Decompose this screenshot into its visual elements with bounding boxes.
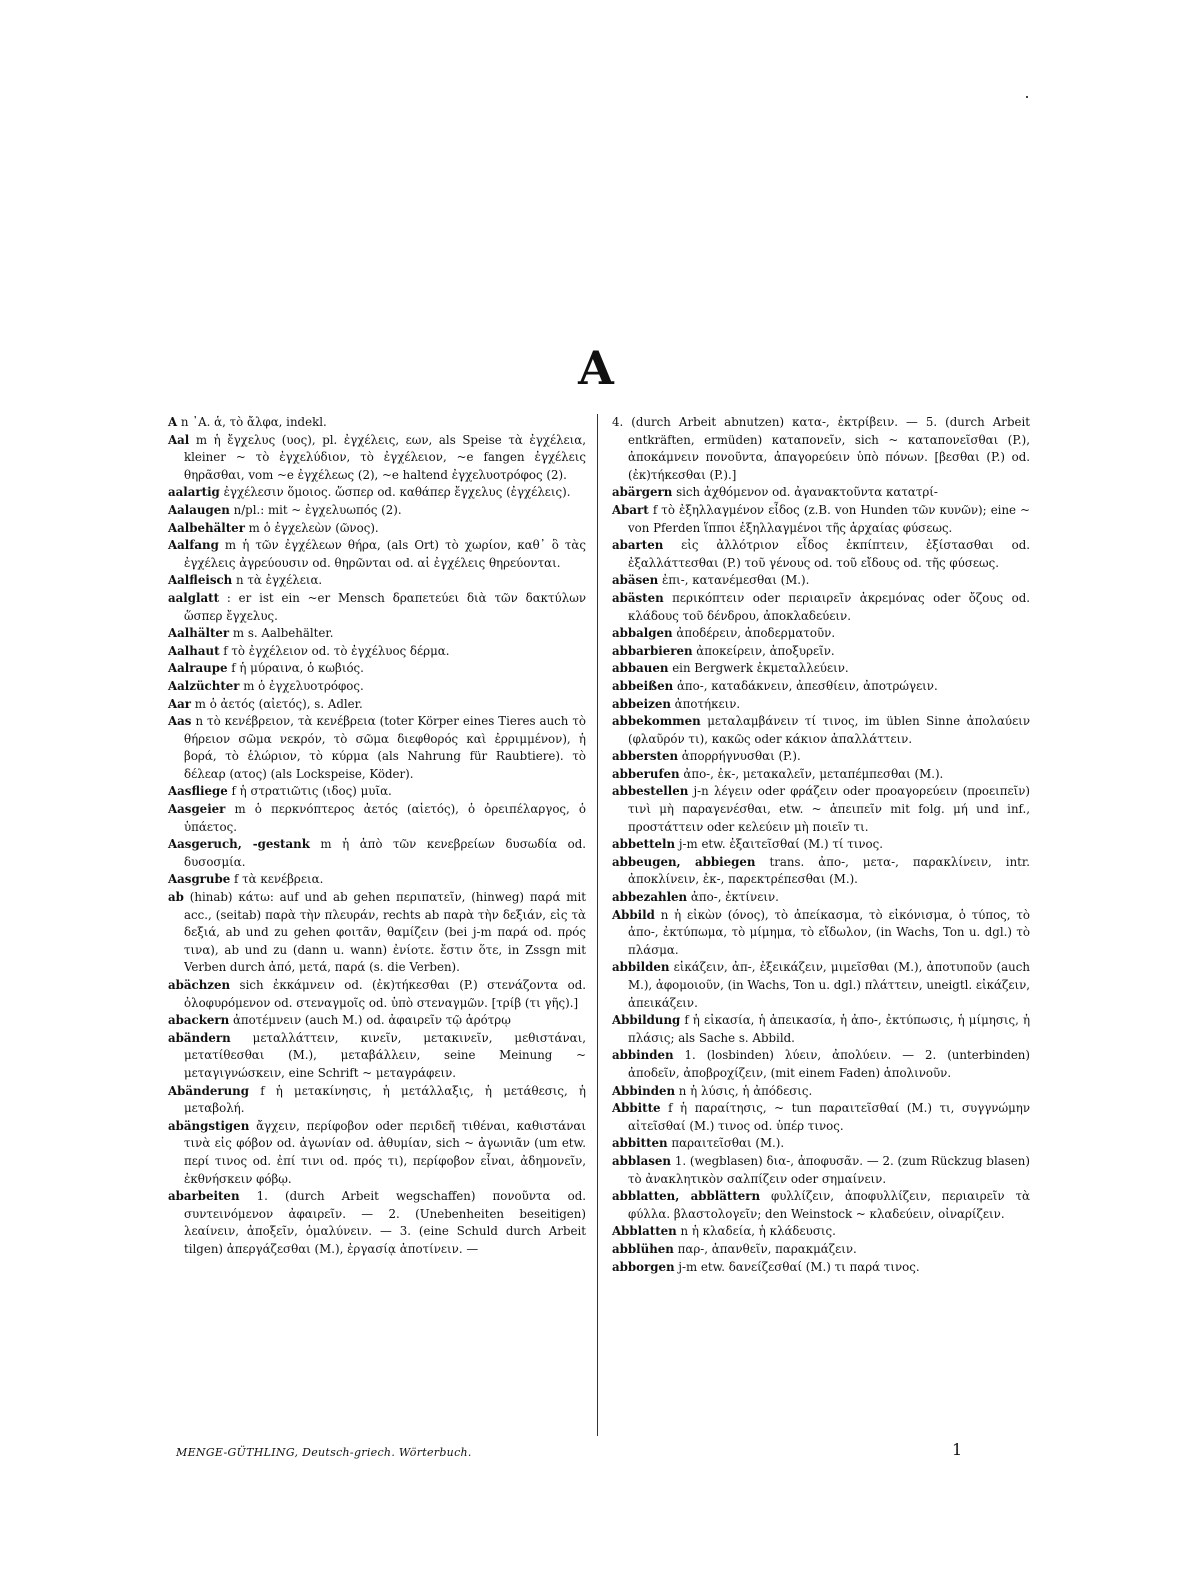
dictionary-entry bbox=[612, 1153, 1030, 1188]
entry-headword: abbilden bbox=[612, 960, 670, 975]
entry-headword: abärgern bbox=[612, 485, 673, 500]
dictionary-entry bbox=[168, 484, 586, 502]
dictionary-entry bbox=[612, 783, 1030, 836]
entry-headword: abblühen bbox=[612, 1241, 674, 1256]
entry-definition: ein Bergwerk ἐκμεταλλεύειν. bbox=[672, 661, 849, 676]
dictionary-entry bbox=[612, 1135, 1030, 1153]
entry-definition: ἀπο-, καταδάκνειν, ἀπεσθίειν, ἀποτρώγειν. bbox=[676, 678, 938, 693]
dictionary-entry bbox=[612, 1100, 1030, 1135]
dictionary-entry bbox=[168, 783, 586, 801]
entry-headword: abborgen bbox=[612, 1259, 675, 1274]
dictionary-entry bbox=[612, 766, 1030, 784]
entry-headword: Aas bbox=[168, 714, 192, 729]
entry-definition: φυλλίζειν, ἀποφυλλίζειν, περιαιρεῖν τὰ φύλλα. βλαστολογεῖν; den Weinstock ~ κλαδεύειν, οἰναρίζειν. bbox=[628, 1189, 1030, 1221]
entry-headword: aalglatt bbox=[168, 590, 220, 605]
entry-headword: Aasgeier bbox=[168, 802, 226, 817]
entry-definition: j-m etw. ἐξαιτεῖσθαί (M.) τί τινος. bbox=[678, 837, 884, 852]
entry-definition: f ἡ στρατιῶτις (ιδος) μυῖα. bbox=[231, 784, 392, 799]
entry-headword: Abbild bbox=[612, 907, 655, 922]
dictionary-entry bbox=[168, 713, 586, 783]
entry-definition: m ὁ ἐγχελυοτρόφος. bbox=[243, 678, 364, 693]
dictionary-entry bbox=[612, 1012, 1030, 1047]
entry-headword: Aalhaut bbox=[168, 643, 220, 658]
dictionary-entry bbox=[168, 590, 586, 625]
entry-definition: n ᾽Α. ἁ, τὸ ἄλφα, indekl. bbox=[180, 415, 327, 429]
dictionary-entry bbox=[612, 1047, 1030, 1082]
dictionary-entry bbox=[612, 854, 1030, 889]
entry-headword: Aalaugen bbox=[168, 502, 230, 517]
right-column bbox=[612, 414, 1030, 1276]
entry-definition: ἀποτήκειν. bbox=[674, 696, 741, 711]
entry-headword: abbekommen bbox=[612, 714, 701, 729]
entry-definition: f ἡ παραίτησις, ~ tun παραιτεῖσθαί (M.) τι, συγγνώμην αἰτεῖσθαί (M.) τινος od. ὑπέρ τινος. bbox=[628, 1101, 1030, 1133]
entry-definition: ἐπι-, κατανέμεσθαι (M.). bbox=[662, 573, 810, 588]
page-number: 1 bbox=[952, 1440, 963, 1459]
entry-definition: 1. (losbinden) λύειν, ἀπολύειν. — 2. (unterbinden) ἀποδεῖν, ἀποβροχίζειν, (mit einem Faden) ἀπολινοῦν. bbox=[628, 1048, 1031, 1080]
entry-definition: ἀποδέρειν, ἀποδερματοῦν. bbox=[676, 626, 836, 641]
dictionary-entry bbox=[168, 625, 586, 643]
dictionary-entry bbox=[612, 889, 1030, 907]
entry-definition: παρ-, ἀπανθεῖν, παρακμάζειν. bbox=[677, 1241, 857, 1256]
entry-headword: ab bbox=[168, 890, 184, 905]
dictionary-entry bbox=[168, 801, 586, 836]
entry-headword: abbeißen bbox=[612, 678, 674, 693]
entry-definition: trans. ἀπο-, μετα-, παρακλίνειν, intr. ἀποκλίνειν, ἐκ-, παρεκτρέπεσθαι (M.). bbox=[628, 854, 1030, 887]
dictionary-entry bbox=[168, 537, 586, 572]
entry-definition: sich ἐκκάμνειν od. (ἐκ)τήκεσθαι (P.) στενάζοντα od. ὀλοφυρόμενον od. στεναγμοῖς od. ὑπὸ στεναγμῶν. [τρίβ (τι γῆς).] bbox=[184, 978, 586, 1010]
entry-headword: Abänderung bbox=[168, 1083, 249, 1098]
left-column bbox=[168, 414, 586, 1259]
dictionary-entry bbox=[612, 590, 1030, 625]
dictionary-entry bbox=[612, 1259, 1030, 1277]
dictionary-entry bbox=[612, 484, 1030, 502]
entry-headword: Aalfang bbox=[168, 538, 219, 553]
dictionary-entry bbox=[612, 1241, 1030, 1259]
entry-headword: abblasen bbox=[612, 1153, 671, 1168]
entry-definition: m ἡ ἔγχελυς (υος), pl. ἐγχέλεις, εων, als Speise τὰ ἐγχέλεια, kleiner ~ τὸ ἐγχελύδιον, τὸ ἐγχέλειον, ~e fangen ἐγχέλεις θηρᾶσθαι, vom ~e ἐγχέλεως (2), ~e haltend ἐγχελυοτρόφος (2). bbox=[184, 432, 586, 482]
entry-definition: ἐγχέλεσιν ὅμοιος. ὥσπερ od. καθάπερ ἔγχελυς (ἐγχέλεις). bbox=[223, 485, 571, 500]
entry-definition: m ὁ ἀετός (αἰετός), s. Adler. bbox=[194, 696, 363, 711]
dictionary-entry bbox=[612, 1083, 1030, 1101]
entry-definition: 1. (wegblasen) δια-, ἀποφυσᾶν. — 2. (zum Rückzug blasen) τὸ ἀνακλητικὸν σαλπίζειν oder σημαίνειν. bbox=[628, 1153, 1030, 1186]
entry-headword: A bbox=[168, 415, 178, 429]
entry-definition: εἰκάζειν, ἀπ-, ἐξεικάζειν, μιμεῖσθαι (M.), ἀποτυποῦν (auch M.), ἀφομοιοῦν, (in Wachs, Ton u. dgl.) πλάττειν, uneigtl. εἰκάζειν, ἀπεικάζειν. bbox=[628, 960, 1030, 1010]
entry-definition: παραιτεῖσθαι (M.). bbox=[671, 1136, 785, 1151]
entry-definition: n ἡ λύσις, ἡ ἀπόδεσις. bbox=[678, 1083, 813, 1098]
dictionary-entry bbox=[168, 414, 586, 432]
dictionary-entry bbox=[168, 520, 586, 538]
entry-definition: n τὰ ἐγχέλεια. bbox=[236, 573, 323, 588]
dictionary-entry bbox=[612, 696, 1030, 714]
entry-definition: j-n λέγειν oder φράζειν oder προαγορεύειν (προειπεῖν) τινὶ μὴ παραγενέσθαι, etw. ~ ἀπειπεῖν mit folg. μή und inf., προστάττειν oder κελεύειν μὴ ποιεῖν τι. bbox=[628, 784, 1031, 834]
entry-definition: n τὸ κενέβρειον, τὰ κενέβρεια (toter Körper eines Tieres auch τὸ θήρειον σῶμα νεκρόν, τὸ σῶμα διεφθορός καὶ ἐρριμμένον), ἡ βορά, τὸ ἑλώριον, τὸ κύρμα (als Nahrung für Raubtiere). τὸ δέλεαρ (ατος) (als Lockspeise, Köder). bbox=[184, 714, 587, 781]
dictionary-entry bbox=[168, 1083, 586, 1118]
entry-headword: Aalfleisch bbox=[168, 573, 233, 588]
entry-headword: abbezahlen bbox=[612, 890, 688, 905]
entry-headword: abbitten bbox=[612, 1136, 668, 1151]
entry-headword: abbersten bbox=[612, 749, 679, 764]
entry-definition: m ἡ τῶν ἐγχέλεων θήρα, (als Ort) τὸ χωρίον, καθ᾽ ὃ τὰς ἐγχέλεις ἀγρεύουσιν od. θηρῶνται od. αἱ ἐγχέλεις θηρεύονται. bbox=[184, 538, 586, 570]
entry-definition: m ἡ ἀπὸ τῶν κενεβρείων δυσωδία od. δυσοσμία. bbox=[184, 837, 586, 869]
entry-definition: μεταλλάττειν, κινεῖν, μετακινεῖν, μεθιστάναι, μετατίθεσθαι (M.), μεταβάλλειν, seine Meinung ~ μεταγιγνώσκειν, eine Schrift ~ μεταγράφειν. bbox=[184, 1030, 586, 1080]
dictionary-entry bbox=[168, 871, 586, 889]
dictionary-entry bbox=[168, 572, 586, 590]
dictionary-entry bbox=[612, 1188, 1030, 1223]
entry-headword: abarten bbox=[612, 538, 664, 553]
entry-definition: (hinab) κάτω: auf und ab gehen περιπατεῖν, (hinweg) παρά mit acc., (seitab) παρὰ τὴν πλευράν, rechts ab παρὰ τὴν δεξιάν, εἰς τὰ δεξιά, ab und zu gehen φοιτᾶν, θαμίζειν (bei j-m παρά od. πρός τινα), ab und zu (dann u. wann) ἐνίοτε. ἔστιν ὅτε, in Zssgn mit Verben durch ἀπό, μετά, παρά (s. die Verben). bbox=[184, 890, 586, 975]
entry-headword: abackern bbox=[168, 1013, 230, 1028]
dictionary-entry bbox=[612, 713, 1030, 748]
entry-headword: abbauen bbox=[612, 661, 669, 676]
entry-headword: abäsen bbox=[612, 573, 659, 588]
scan-mark bbox=[1026, 96, 1028, 98]
entry-definition: μεταλαμβάνειν τί τινος, im üblen Sinne ἀπολαύειν (φλαῦρόν τι), κακῶς oder κάκιον ἀπαλλάττειν. bbox=[628, 714, 1030, 746]
entry-definition: f τὸ ἐξηλλαγμένον εἶδος (z.B. von Hunden τῶν κυνῶν); eine ~ von Pferden ἵπποι ἐξηλλαγμένοι τῆς ἀρχαίας φύσεως. bbox=[628, 502, 1031, 535]
dictionary-entry bbox=[612, 414, 1030, 484]
entry-headword: Aalzüchter bbox=[168, 678, 240, 693]
section-letter: A bbox=[578, 341, 614, 395]
entry-headword: Aalhälter bbox=[168, 626, 230, 641]
entry-headword: Abblatten bbox=[612, 1224, 677, 1239]
entry-definition: f ἡ εἰκασία, ἡ ἀπεικασία, ἡ ἀπο-, ἐκτύπωσις, ἡ μίμησις, ἡ πλάσις; als Sache s. Abbild. bbox=[628, 1013, 1031, 1045]
dictionary-entry bbox=[612, 537, 1030, 572]
dictionary-entry bbox=[168, 1030, 586, 1083]
dictionary-entry bbox=[612, 678, 1030, 696]
entry-headword: Aasfliege bbox=[168, 784, 228, 799]
entry-definition: εἰς ἀλλότριον εἶδος ἐκπίπτειν, ἐξίστασθαι od. ἐξαλλάττεσθαι (P.) τοῦ γένους od. τοῦ εἴδους od. τῆς φύσεως. bbox=[628, 538, 1030, 570]
entry-headword: Aar bbox=[168, 696, 192, 711]
dictionary-entry bbox=[168, 432, 586, 485]
dictionary-entry bbox=[168, 660, 586, 678]
entry-headword: abächzen bbox=[168, 978, 231, 992]
entry-headword: Aal bbox=[168, 432, 190, 447]
entry-definition: ἄγχειν, περίφοβον oder περιδεῆ τιθέναι, καθιστάναι τινὰ εἰς φόβον od. ἀγωνίαν od. ἀθυμίαν, sich ~ ἀγωνιᾶν (um etw. περί τινος od. ἐπί τινι od. πρός τι), περίφοβον εἶναι, ἀδημονεῖν, ἐκθνήσκειν φόβῳ. bbox=[184, 1118, 586, 1186]
dictionary-entry bbox=[168, 678, 586, 696]
entry-headword: abbestellen bbox=[612, 784, 689, 799]
entry-definition: f ἡ μύραινα, ὁ κωβιός. bbox=[231, 661, 364, 676]
entry-definition: ἀπορρήγνυσθαι (P.). bbox=[681, 749, 801, 764]
entry-definition: sich ἀχθόμενον od. ἀγανακτοῦντα κατατρί- bbox=[676, 485, 938, 500]
entry-headword: abästen bbox=[612, 590, 664, 605]
entry-definition: ἀπο-, ἐκ-, μετακαλεῖν, μεταπέμπεσθαι (M.). bbox=[683, 766, 944, 781]
entry-definition: f ἡ μετακίνησις, ἡ μετάλλαξις, ἡ μετάθεσις, ἡ μεταβολή. bbox=[184, 1083, 586, 1116]
dictionary-entry bbox=[612, 502, 1030, 537]
entry-headword: aalartig bbox=[168, 485, 220, 500]
dictionary-entry bbox=[612, 959, 1030, 1012]
dictionary-entry bbox=[168, 889, 586, 977]
entry-definition: f τὸ ἐγχέλειον od. τὸ ἐγχέλυος δέρμα. bbox=[223, 643, 450, 658]
entry-headword: abblatten, abblättern bbox=[612, 1189, 761, 1204]
dictionary-entry bbox=[168, 1118, 586, 1188]
dictionary-entry bbox=[612, 907, 1030, 960]
dictionary-entry bbox=[612, 660, 1030, 678]
entry-headword: abbarbieren bbox=[612, 643, 693, 658]
dictionary-entry bbox=[168, 836, 586, 871]
entry-headword: abbetteln bbox=[612, 837, 676, 852]
entry-headword: Aalraupe bbox=[168, 661, 228, 676]
entry-headword: Abbitte bbox=[612, 1101, 661, 1116]
entry-headword: Aasgeruch, -gestank bbox=[168, 837, 310, 852]
entry-definition: m ὁ περκνόπτερος ἀετός (αἰετός), ὁ ὀρειπέλαργος, ὁ ὑπάετος. bbox=[184, 802, 586, 834]
dictionary-entry bbox=[612, 836, 1030, 854]
entry-headword: Abbinden bbox=[612, 1083, 676, 1098]
column-divider bbox=[597, 414, 598, 1436]
dictionary-entry bbox=[168, 643, 586, 661]
dictionary-entry bbox=[168, 977, 586, 1012]
entry-headword: abbinden bbox=[612, 1048, 674, 1063]
dictionary-entry bbox=[612, 572, 1030, 590]
entry-definition: j-m etw. δανείζεσθαί (M.) τι παρά τινος. bbox=[678, 1259, 920, 1274]
entry-definition: 4. (durch Arbeit abnutzen) κατα-, ἐκτρίβειν. — 5. (durch Arbeit entkräften, ermüden) καταπονεῖν, sich ~ καταπονεῖσθαι (P.), ἀποκάμνειν πονοῦντα, ἀπαγορεύειν ὑπὸ πόνων. [βεσθαι (P.) od. (ἐκ)τήκεσθαι (P.).] bbox=[612, 415, 1030, 482]
entry-definition: m ὁ ἐγχελεὼν (ῶνος). bbox=[248, 520, 379, 535]
entry-headword: abbalgen bbox=[612, 626, 673, 641]
dictionary-entry bbox=[612, 643, 1030, 661]
entry-headword: abändern bbox=[168, 1030, 231, 1045]
entry-headword: abängstigen bbox=[168, 1118, 250, 1133]
entry-definition: n ἡ κλαδεία, ἡ κλάδευσις. bbox=[680, 1224, 836, 1239]
entry-definition: n ἡ εἰκὼν (όνος), τὸ ἀπείκασμα, τὸ εἰκόνισμα, ὁ τύπος, τὸ ἀπο-, ἐκτύπωμα, τὸ μίμημα, τὸ εἴδωλον, (in Wachs, Ton u. dgl.) τὸ πλάσμα. bbox=[628, 907, 1030, 957]
entry-definition: ἀποτέμνειν (auch M.) od. ἀφαιρεῖν τῷ ἀρότρῳ bbox=[232, 1013, 511, 1028]
dictionary-entry bbox=[612, 748, 1030, 766]
footer-citation: MENGE-GÜTHLING, Deutsch-griech. Wörterbuch. bbox=[176, 1446, 472, 1459]
entry-definition: n/pl.: mit ~ ἐγχελυωπός (2). bbox=[233, 502, 402, 517]
dictionary-entry bbox=[168, 1188, 586, 1258]
entry-definition: περικόπτειν oder περιαιρεῖν ἀκρεμόνας oder ὄζους od. κλάδους τοῦ δένδρου, ἀποκλαδεύειν. bbox=[628, 590, 1031, 623]
entry-headword: Abart bbox=[612, 502, 649, 517]
entry-headword: Aasgrube bbox=[168, 872, 231, 887]
dictionary-entry bbox=[168, 696, 586, 714]
entry-definition: ἀπο-, ἐκτίνειν. bbox=[690, 890, 779, 905]
entry-definition: f τὰ κενέβρεια. bbox=[233, 872, 324, 887]
dictionary-entry bbox=[612, 1223, 1030, 1241]
entry-headword: Abbildung bbox=[612, 1013, 681, 1028]
entry-headword: abarbeiten bbox=[168, 1189, 240, 1204]
entry-definition: ἀποκείρειν, ἀποξυρεῖν. bbox=[696, 643, 835, 658]
entry-definition: 1. (durch Arbeit wegschaffen) πονοῦντα od. συντεινόμενον ἀφαιρεῖν. — 2. (Unebenheiten beseitigen) λεαίνειν, ἀποξεῖν, ὁμαλύνειν. — 3. (eine Schuld durch Arbeit tilgen) ἀπεργάζεσθαι (M.), ἐργασίᾳ ἀποτίνειν. — bbox=[184, 1189, 586, 1256]
entry-headword: abberufen bbox=[612, 766, 680, 781]
entry-headword: Aalbehälter bbox=[168, 520, 245, 535]
entry-definition: : er ist ein ~er Mensch δραπετεύει διὰ τῶν δακτύλων ὥσπερ ἔγχελυς. bbox=[184, 590, 586, 623]
dictionary-entry bbox=[168, 502, 586, 520]
entry-headword: abbeizen bbox=[612, 696, 671, 711]
entry-definition: m s. Aalbehälter. bbox=[232, 626, 334, 641]
dictionary-entry bbox=[168, 1012, 586, 1030]
entry-headword: abbeugen, abbiegen bbox=[612, 854, 756, 869]
dictionary-entry bbox=[612, 625, 1030, 643]
